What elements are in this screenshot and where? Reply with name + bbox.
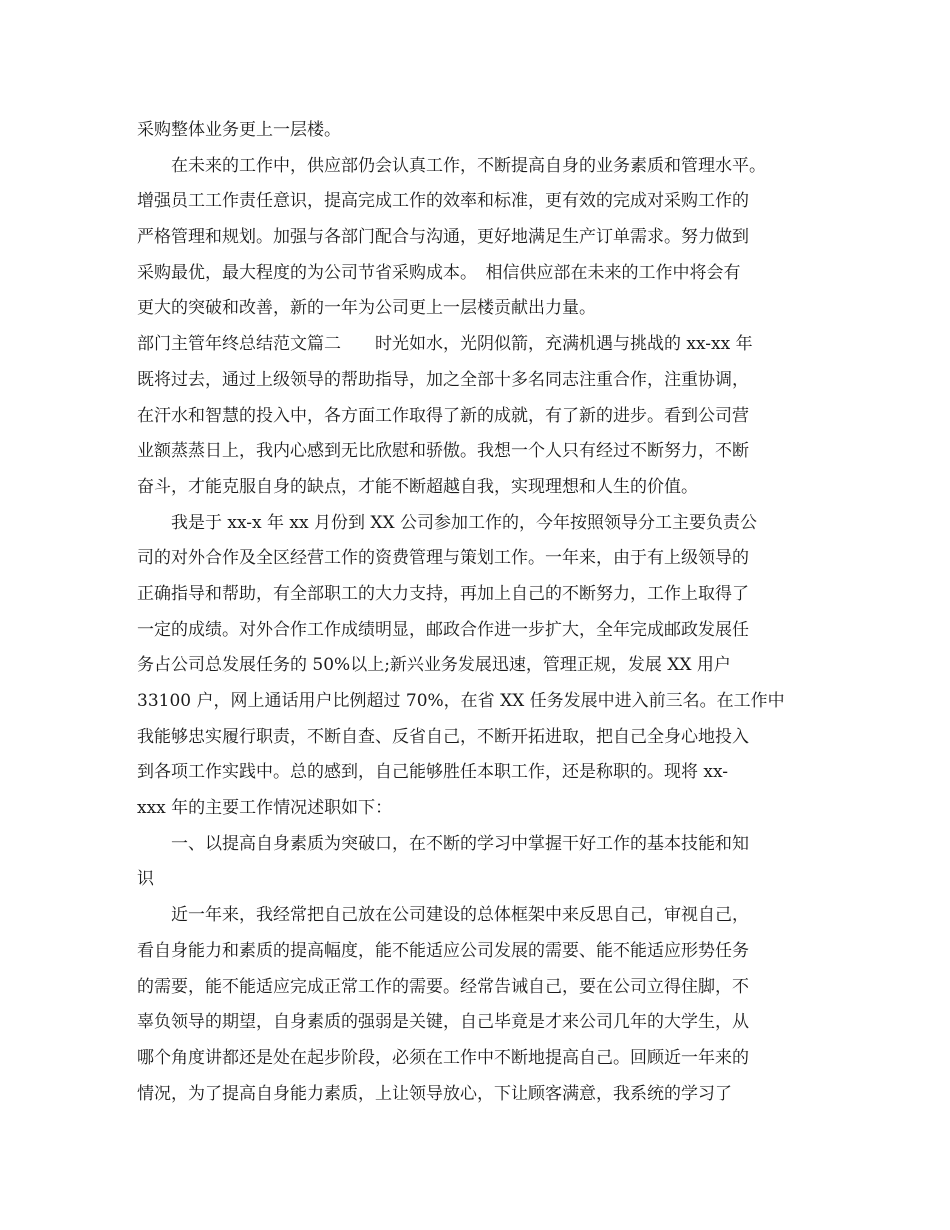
text-line: 到各项工作实践中。总的感到，自己能够胜任本职工作，还是称职的。现将 xx-	[137, 762, 729, 783]
text-line: 奋斗，才能克服自身的缺点，才能不断超越自我，实现理想和人生的价值。	[137, 476, 698, 497]
text-line: 一定的成绩。对外合作工作成绩明显，邮政合作进一步扩大，全年完成邮政发展任	[137, 619, 749, 640]
subheading-line: 一、以提高自身素质为突破口，在不断的学习中掌握干好工作的基本技能和知	[137, 833, 749, 854]
text-line: 正确指导和帮助，有全部职工的大力支持，再加上自己的不断努力，工作上取得了	[137, 583, 749, 604]
text-line: 看自身能力和素质的提高幅度，能不能适应公司发展的需要、能不能适应形势任务	[137, 940, 749, 961]
text-line: 我能够忠实履行职责，不断自查、反省自己，不断开拓进取，把自己全身心地投入	[137, 726, 749, 747]
subheading-line: 识	[137, 869, 154, 890]
text-line: 采购整体业务更上一层楼。	[137, 120, 341, 140]
text-line: 在汗水和智慧的投入中，各方面工作取得了新的成就，有了新的进步。看到公司营	[137, 405, 749, 426]
text-line: xxx 年的主要工作情况述职如下：	[137, 798, 393, 819]
text-line: 务占公司总发展任务的 50%以上;新兴业务发展迅速，管理正规，发展 XX 用户	[137, 655, 731, 676]
text-line: 司的对外合作及全区经营工作的资费管理与策划工作。一年来，由于有上级领导的	[137, 548, 749, 569]
text-line: 的需要，能不能适应完成正常工作的需要。经常告诫自己，要在公司立得住脚，不	[137, 976, 749, 997]
section-heading-line: 部门主管年终总结范文篇二 时光如水，光阴似箭，充满机遇与挑战的 xx-xx 年	[137, 334, 753, 355]
text-line: 增强员工工作责任意识，提高完成工作的效率和标准，更有效的完成对采购工作的	[137, 191, 749, 212]
text-line: 更大的突破和改善，新的一年为公司更上一层楼贡献出力量。	[137, 298, 596, 319]
text-line: 采购最优，最大程度的为公司节省采购成本。 相信供应部在未来的工作中将会有	[137, 262, 741, 283]
text-line: 我是于 xx-x 年 xx 月份到 XX 公司参加工作的，今年按照领导分工主要负责公	[137, 512, 758, 533]
text-line: 33100 户，网上通话用户比例超过 70%，在省 XX 任务发展中进入前三名。在工作中	[137, 691, 785, 711]
text-line: 哪个角度讲都还是处在起步阶段，必须在工作中不断地提高自己。回顾近一年来的	[137, 1047, 749, 1068]
text-line: 既将过去，通过上级领导的帮助指导，加之全部十多名同志注重合作，注重协调，	[137, 369, 749, 390]
text-line: 在未来的工作中，供应部仍会认真工作，不断提高自身的业务素质和管理水平。	[137, 155, 766, 176]
text-line: 业额蒸蒸日上，我内心感到无比欣慰和骄傲。我想一个人只有经过不断努力，不断	[137, 441, 749, 462]
text-line: 情况，为了提高自身能力素质，上让领导放心，下让顾客满意，我系统的学习了	[137, 1083, 732, 1104]
document-body	[137, 113, 817, 1112]
text-line: 严格管理和规划。加强与各部门配合与沟通，更好地满足生产订单需求。努力做到	[137, 227, 749, 248]
text-line: 近一年来，我经常把自己放在公司建设的总体框架中来反思自己，审视自己，	[137, 905, 749, 926]
text-line: 辜负领导的期望，自身素质的强弱是关键，自己毕竟是才来公司几年的大学生，从	[137, 1012, 749, 1033]
